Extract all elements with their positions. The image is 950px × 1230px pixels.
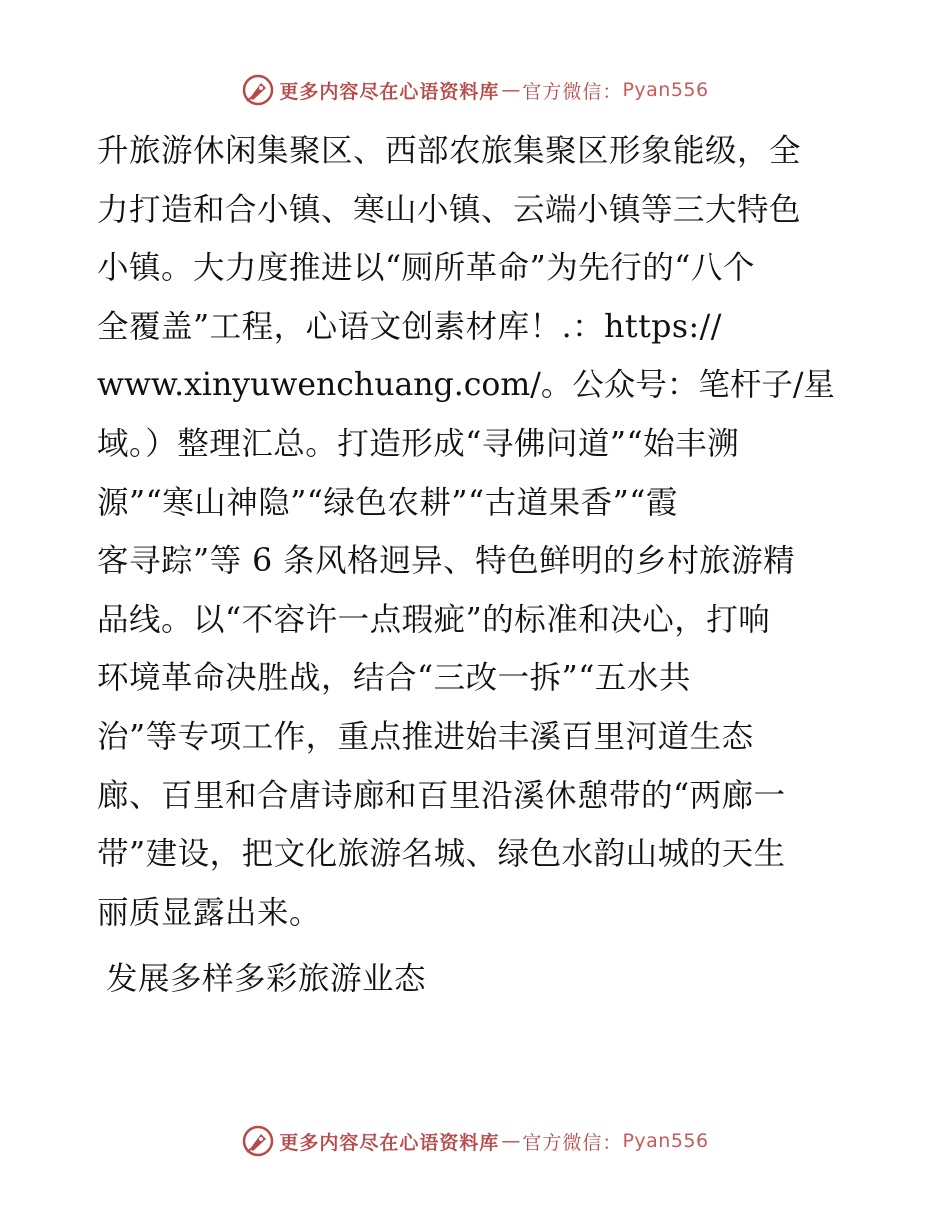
paragraph-line: 带”建设，把文化旅游名城、绿色水韵山城的天生 [97,836,786,873]
watermark-text: 更多内容尽在心语资料库 [279,80,500,103]
paragraph-line: 客寻踪”等 6 条风格迥异、特色鲜明的乡村旅游精 [97,543,796,580]
paragraph-line: 廊、百里和合唐诗廊和百里沿溪休憩带的“两廊一 [97,777,786,814]
watermark-banner-top [0,70,950,110]
paragraph-line: 全覆盖”工程，心语文创素材库！.：https:// [97,308,722,345]
paragraph-line: 小镇。大力度推进以“厕所革命”为先行的“八个 [97,250,755,287]
watermark-separator: — [501,1130,521,1152]
paragraph-line: 域。）整理汇总。打造形成“寻佛问道”“始丰溯 [97,425,740,462]
paragraph-line: 丽质显露出来。 [97,894,322,931]
watermark-separator: — [501,79,521,101]
watermark-account-id: Pyan556 [622,79,709,101]
paragraph-line: 治”等专项工作，重点推进始丰溪百里河道生态 [97,718,754,755]
watermark-account-id: Pyan556 [622,1130,709,1152]
paragraph-line: 力打造和合小镇、寒山小镇、云端小镇等三大特色 [97,191,802,228]
pen-nib-logo-icon [241,1124,275,1158]
body-paragraph [97,122,857,942]
pen-nib-logo-icon [241,73,275,107]
watermark-account-label: 官方微信： [522,80,623,103]
paragraph-line: 品线。以“不容许一点瑕疵”的标准和决心，打响 [97,601,771,638]
paragraph-line: 环境革命决胜战，结合“三改一拆”“五水共 [97,660,691,697]
watermark-banner-bottom [0,1121,950,1161]
watermark-account-label: 官方微信： [522,1131,623,1154]
paragraph-line: 源”“寒山神隐”“绿色农耕”“古道果香”“霞 [97,484,678,521]
paragraph-line: 升旅游休闲集聚区、西部农旅集聚区形象能级，全 [97,133,802,169]
watermark-text: 更多内容尽在心语资料库 [279,1131,500,1154]
section-heading: 发展多样多彩旅游业态 [106,961,427,997]
paragraph-line-url: www.xinyuwenchuang.com/。公众号：笔杆子/星 [97,367,835,404]
